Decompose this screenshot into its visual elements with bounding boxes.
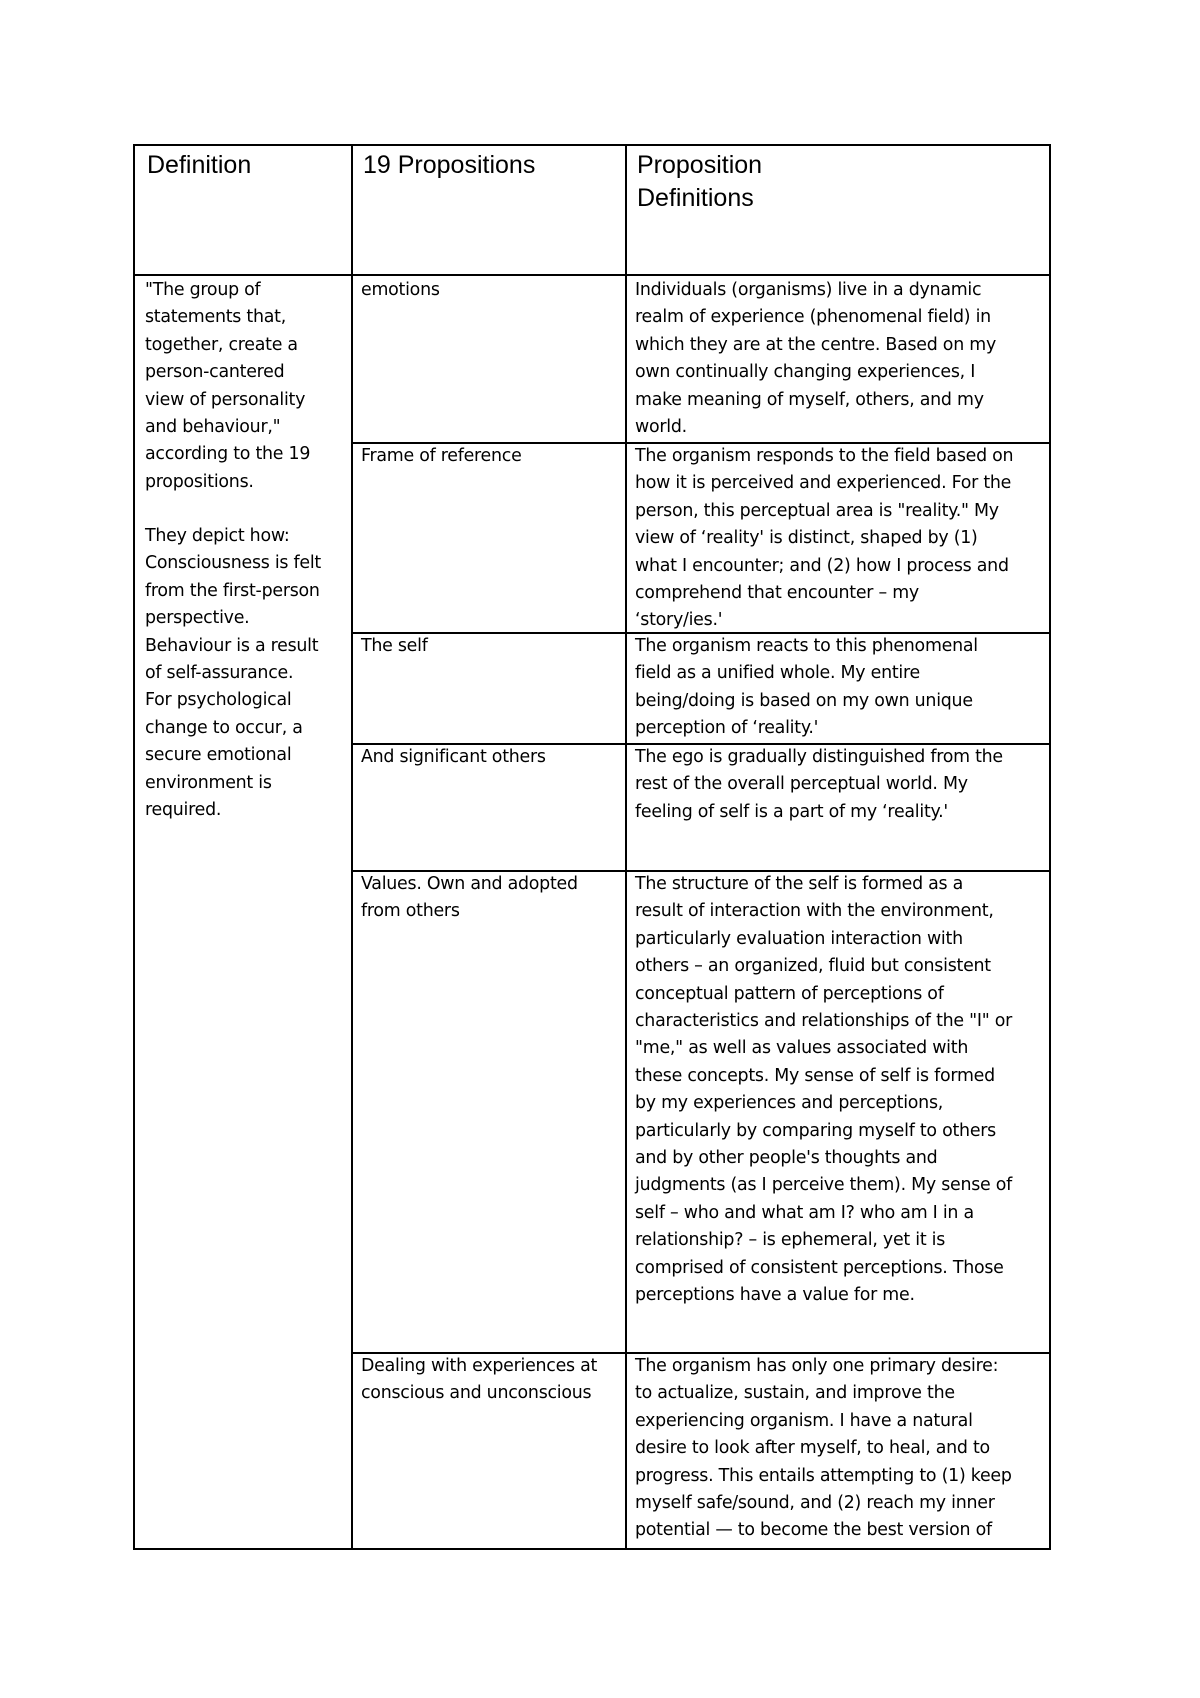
definition-paragraph-1: "The group of statements that, together, create a person-cantered view of personality and behaviour," according to the 19 propositions. <box>145 280 311 492</box>
header-proposition-definitions: Proposition Definitions <box>637 151 763 212</box>
proposition-cell: Frame of reference <box>361 446 522 466</box>
proposition-cell: Dealing with experiences at conscious and unconscious <box>361 1356 598 1404</box>
proposition-definition-cell: The organism responds to the field based on how it is perceived and experienced. For the person, this perceptual area is "reality." My view of ‘reality' is distinct, shaped by (1) what I encounter; and (2) how I process and comprehend that encounter – my ‘story/ies.' <box>635 446 1014 631</box>
header-divider <box>135 274 1049 276</box>
definition-paragraph-2: They depict how: Consciousness is felt from the first-person perspective. Behaviour is a result of self-assurance. For psychological change to occur, a secure emotional environment is required. <box>145 526 321 821</box>
proposition-definition-cell: The structure of the self is formed as a result of interaction with the environment, particularly evaluation interaction with others – an organized, fluid but consistent conceptual pattern of perceptions of characteristics and relationships of the "I" or "me," as well as values associated with these concepts. My sense of self is formed by my experiences and perceptions, particularly by comparing myself to others and by other people's thoughts and judgments (as I perceive them). My sense of self – who and what am I? who am I in a relationship? – is ephemeral, yet it is comprised of consistent perceptions. Those perceptions have a value for me. <box>635 874 1013 1306</box>
proposition-cell: And significant others <box>361 747 546 767</box>
proposition-definition-cell: The ego is gradually distinguished from the rest of the overall perceptual world. My feeling of self is a part of my ‘reality.' <box>635 747 1003 822</box>
header-19-propositions: 19 Propositions <box>363 151 536 179</box>
header-definition: Definition <box>147 151 252 179</box>
proposition-definition-cell: The organism reacts to this phenomenal field as a unified whole. My entire being/doing is based on my own unique perception of ‘reality.' <box>635 636 978 739</box>
proposition-definition-cell: Individuals (organisms) live in a dynamic realm of experience (phenomenal field) in which they are at the centre. Based on my own continually changing experiences, I make meaning of myself, others, and my world. <box>635 280 996 438</box>
proposition-definition-cell: The organism has only one primary desire: to actualize, sustain, and improve the experiencing organism. I have a natural desire to look after myself, to heal, and to progress. This entails attempting to (1) keep myself safe/sound, and (2) reach my inner potential — to become the best version of <box>635 1356 1012 1541</box>
propositions-table <box>133 144 1051 1550</box>
column-divider-2 <box>625 146 627 1548</box>
proposition-cell: Values. Own and adopted from others <box>361 874 578 922</box>
column-divider-1 <box>351 146 353 1548</box>
proposition-cell: The self <box>361 636 428 656</box>
proposition-cell: emotions <box>361 280 440 300</box>
